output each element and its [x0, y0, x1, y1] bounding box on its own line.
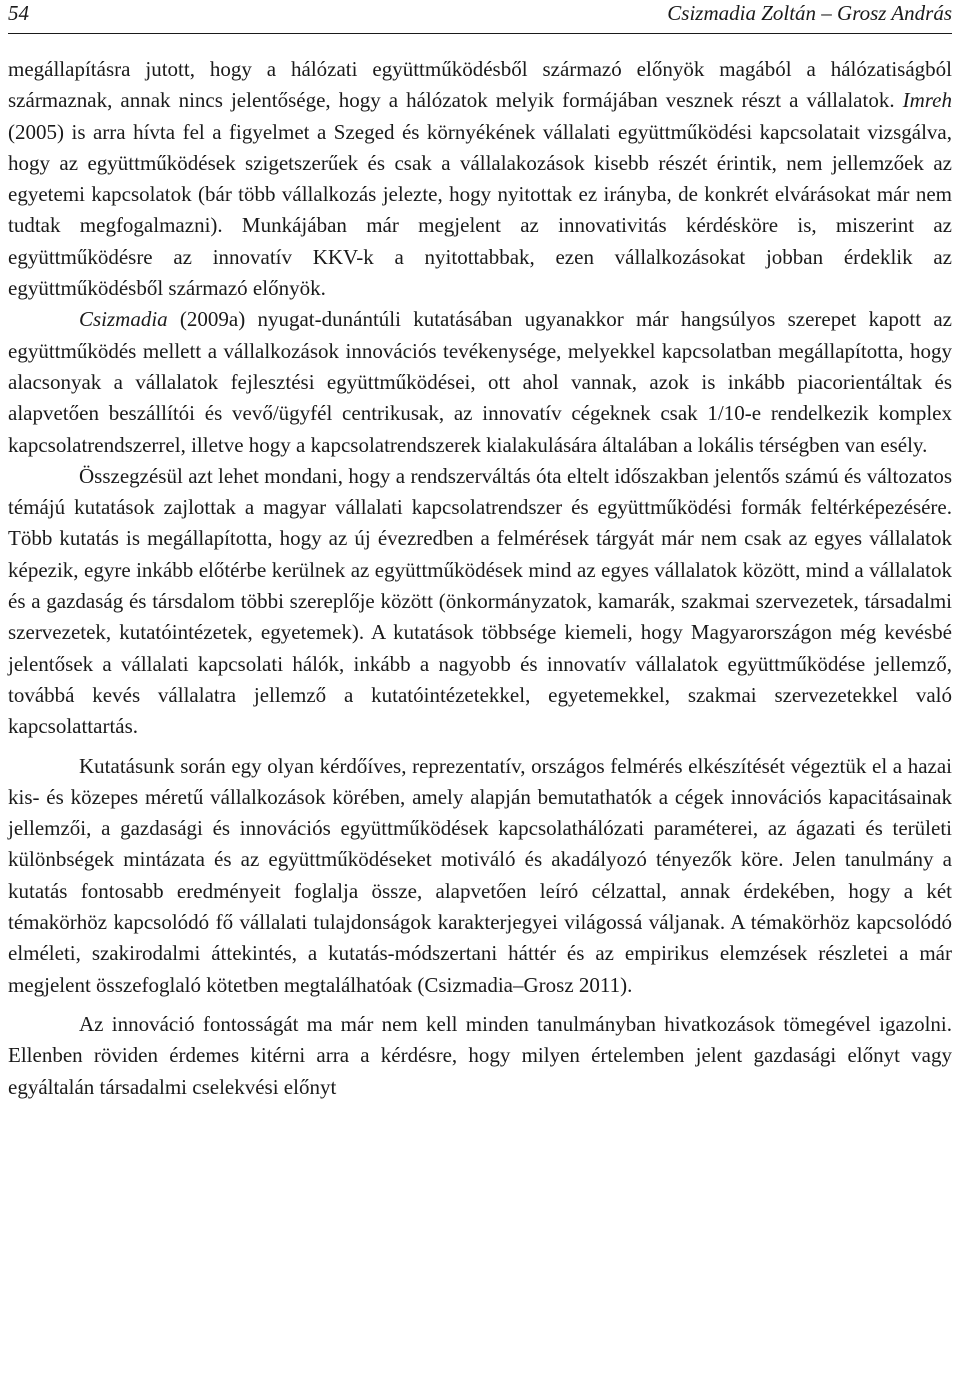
paragraph-continued — [8, 54, 952, 304]
citation-author: Csizmadia — [79, 307, 168, 332]
body-text — [8, 54, 952, 1103]
header-rule — [8, 33, 952, 34]
paragraph-text: Összegzésül azt lehet mondani, hogy a rendszerváltás óta eltelt időszakban jelentős számú és változatos témájú kutatások zajlottak a magyar vállalati kapcsolatrendszer és együttműködési formák feltérképezésére. Több kutatás is megállapította, hogy az új évezredben a felmérések tárgyát már nem csak az egyes vállalatok képezik, egyre inkább előtérbe kerülnek az együttműködések mind az egyes vállalatok között, mind a vállalatok és a gazdaság és társdalom többi szereplője között (önkormányzatok, kamarák, szakmai szervezetek, társadalmi szervezetek, kutatóintézetek, egyetemek). A kutatások többsége kiemeli, hogy Magyarországon még kevésbé jelentősek a vállalati kapcsolati hálók, inkább a nagyobb és innovatív vállalatok együttműködése jellemző, továbbá kevés vállalatra jellemző a kutatóintézetekkel, egyetemekkel, szakmai szervezetekkel való kapcsolattartás. — [8, 463, 952, 739]
paragraph — [8, 751, 952, 1001]
paragraph — [8, 304, 952, 460]
paragraph-text: (2005) is arra hívta fel a figyelmet a Szeged és környékének vállalati együttműködési kapcsolatait vizsgálva, hogy az együttműködések szigetszerűek és csak a vállalakozások kisebb részét érintik, nem jellemzőek az egyetemi kapcsolatok (bár több vállalkozás jelezte, hogy nyitottak ez irányba, de konkrét elvárásokat már nem tudtak megfogalmazni). Munkájában már megjelent az innovativitás kérdésköre is, miszerint az együttműködésre az innovatív KKV-k a nyitottabbak, ezen vállalkozásokat jobban érdeklik az együttműködésből származó előnyök. — [8, 119, 952, 301]
running-head — [8, 0, 952, 30]
paragraph-text: Kutatásunk során egy olyan kérdőíves, reprezentatív, országos felmérés elkészítését végeztük el a hazai kis- és közepes méretű vállalkozások körében, amely alapján bemutathatók a cégek innovációs kapacitásainak jellemzői, a gazdasági és innovációs együttműködések kapcsolathálózati paraméterei, az ágazati és területi különbségek mintázata és az együttműködéseket motiváló és akadályozó tényezők köre. Jelen tanulmány a kutatás fontosabb eredményeit foglalja össze, alapvetően leíró célzattal, annak érdekében, hogy a két témakörhöz kapcsolódó fő vállalati tulajdonságok karakterjegyei világossá váljanak. A témakörhöz kapcsolódó elméleti, szakirodalmi áttekintés, a kutatás-módszertani háttér és az empirikus elemzések részletei a már megjelent összefoglaló kötetben megtalálhatóak (Csizmadia–Grosz 2011). — [8, 753, 952, 997]
page-number: 54 — [8, 1, 29, 25]
running-head-authors: Csizmadia Zoltán – Grosz András — [667, 1, 952, 25]
paragraph-text: (2009a) nyugat-dunántúli kutatásában ugyanakkor már hangsúlyos szerepet kapott az együttműködés mellett a vállalkozások innovációs tevékenysége, melyekkel kapcsolatban megállapította, hogy alacsonyak a vállalatok fejlesztési együttműködései, ott ahol vannak, azok is inkább piacorientáltak és alapvetően beszállítói és vevő/ügyfél centrikusak, az innovatív cégeknek csak 1/10-e rendelkezik komplex kapcsolatrendszerrel, illetve hogy a kapcsolatrendszerek kialakulására általában a lokális térségben van esély. — [8, 307, 952, 457]
citation-author: Imreh — [902, 88, 952, 113]
paragraph-text: Az innováció fontosságát ma már nem kell minden tanulmányban hivatkozások tömegével igazolni. Ellenben röviden érdemes kitérni arra a kérdésre, hogy milyen értelemben jelent gazdasági előnyt vagy egyáltalán társadalmi cselekvési előnyt — [8, 1011, 952, 1099]
paragraph — [8, 1009, 952, 1103]
paragraph — [8, 461, 952, 743]
paragraph-text: megállapításra jutott, hogy a hálózati együttműködésből származó előnyök magából a hálózatiságból származnak, annak nincs jelentősége, hogy a hálózatok melyik formájában vesznek részt a vállalatok. — [8, 57, 952, 113]
